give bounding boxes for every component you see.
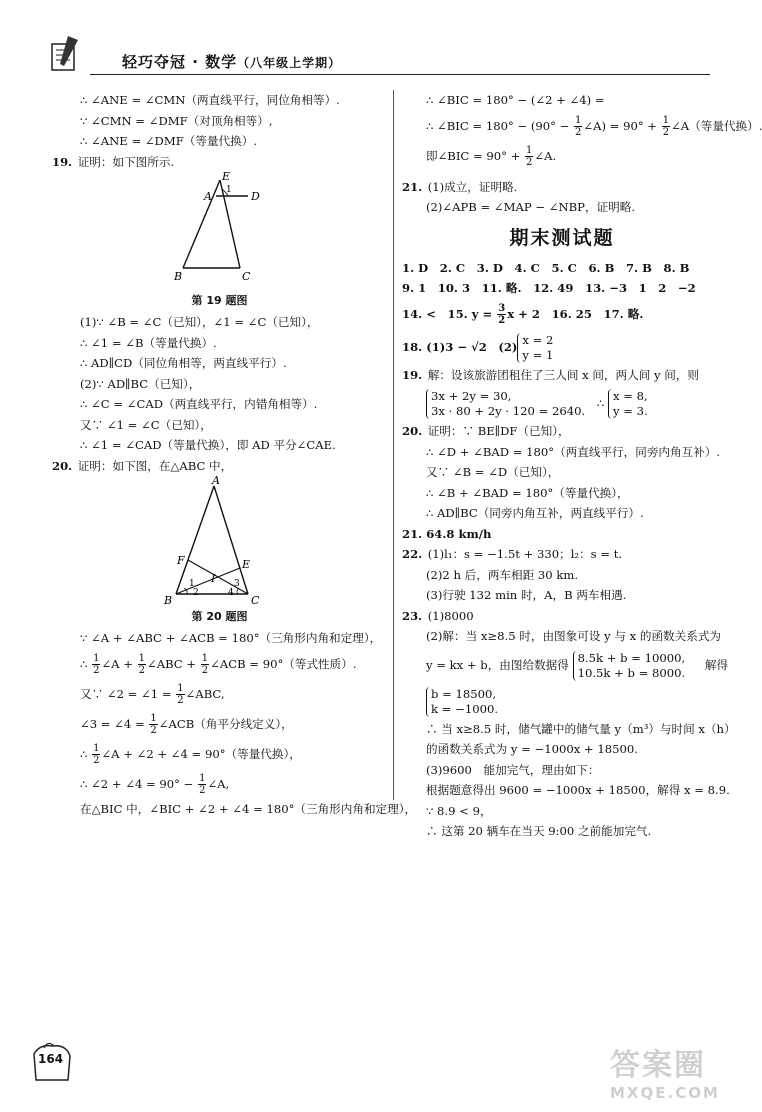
text-line: [402, 111, 762, 141]
question-19-answer: [402, 365, 722, 386]
text-line: [52, 739, 387, 769]
text-fragment: 即∠BIC = 90° +: [426, 148, 524, 163]
denominator: 2: [93, 755, 100, 766]
text-fragment: x + 2 16. 25 17. 略.: [507, 306, 644, 321]
question-20: [52, 456, 387, 477]
text-fragment: ∠ABC,: [185, 686, 225, 701]
page-header: [40, 30, 710, 80]
text-fragment: ∠A +: [101, 656, 137, 671]
fraction: [198, 773, 206, 796]
text-fragment: ∴ ∠2 + ∠4 = 90° −: [80, 776, 198, 791]
text-fragment: ∠ACB = 90°（等式性质）.: [210, 656, 357, 671]
text-fragment: ∠ACB（角平分线定义），: [158, 716, 293, 731]
pencil-book-logo-icon: [48, 34, 82, 74]
question-23-answer: [402, 606, 722, 627]
question-20-answer: [402, 421, 722, 442]
equation-line: [402, 385, 722, 421]
right-column: [402, 90, 762, 842]
text-line: (3)行驶 132 min 时，A，B 两车相遇.: [426, 588, 627, 602]
question-number: 19.: [402, 367, 423, 382]
text-line: [402, 141, 722, 171]
denominator: 2: [575, 127, 582, 138]
text-fragment: ∴ ∠BIC = 180° − (90° −: [426, 118, 573, 133]
question-19: [52, 152, 387, 173]
question-number: 22.: [402, 547, 423, 561]
text-line: [52, 709, 387, 739]
denominator: 2: [177, 695, 184, 706]
watermark-line2: MXQE.COM: [610, 1084, 720, 1102]
figure-20: [52, 476, 387, 606]
figure-caption-20: 第 20 题图: [191, 610, 248, 623]
text-line: ∴ 当 x≥8.5 时，储气罐中的储气量 y（m³）与时间 x（h）: [426, 721, 736, 736]
text-fragment: ∴: [80, 746, 92, 761]
header-title: [122, 51, 341, 72]
numerator: 3: [498, 303, 506, 314]
equation: x = 8,: [612, 389, 648, 403]
text-line: (2)解：当 x≥8.5 时，由图象可设 y 与 x 的函数关系式为: [426, 629, 722, 643]
text-line: ∵ ∠A + ∠ABC + ∠ACB = 180°（三角形内角和定理），: [80, 631, 382, 645]
book-subtitle: （八年级上学期）: [237, 56, 342, 70]
text-line: (3)9600 能加完气，理由如下：: [426, 762, 600, 777]
text-line: 的函数关系式为 y = −1000x + 18500.: [426, 742, 638, 756]
text-fragment: 又∵ ∠2 = ∠1 =: [80, 686, 176, 701]
numerator: 1: [177, 683, 184, 694]
text-line: ∴ ∠ANE = ∠CMN（两直线平行，同位角相等）.: [80, 93, 340, 107]
question-number: 23.: [402, 608, 423, 623]
equation-system: [426, 687, 498, 717]
text-fragment: ∠A) = 90° +: [583, 118, 661, 133]
text-line: ∴ 这第 20 辆车在当天 9:00 之前能加完气.: [426, 824, 652, 838]
equation: 3x + 2y = 30,: [431, 389, 512, 403]
angle-label-1: 1: [189, 579, 195, 589]
denominator: 2: [138, 665, 145, 676]
column-divider: [393, 90, 394, 800]
text-fragment: ∠A（等量代换）.: [671, 118, 762, 133]
text-fragment: y = kx + b，由图给数据得: [426, 657, 569, 672]
answer-line: [402, 329, 722, 365]
equation-line: [402, 647, 729, 683]
text-line: 又∵ ∠B = ∠D（已知），: [426, 465, 560, 479]
numerator: 1: [93, 653, 100, 664]
label-i: I: [211, 572, 216, 585]
text-fragment: 14. < 15. y =: [402, 306, 497, 321]
label-e: E: [222, 170, 231, 183]
equation: 3x · 80 + 2y · 120 = 2640.: [431, 404, 586, 418]
answer-line: 21. 64.8 km/h: [402, 526, 492, 541]
text-fragment: ∠A.: [534, 148, 557, 163]
denominator: 2: [526, 157, 533, 168]
text-fragment: ∠A + ∠2 + ∠4 = 90°（等量代换），: [101, 746, 301, 761]
question-number: 19.: [52, 154, 73, 169]
text-line: 证明：∵ BE∥DF（已知），: [427, 424, 570, 438]
text-line: ∴ ∠1 = ∠B（等量代换）.: [80, 335, 217, 350]
angle-label-2: 2: [193, 588, 199, 598]
text-line: (2)∠APB = ∠MAP − ∠NBP，证明略.: [426, 200, 635, 214]
text-line: 证明：如下图所示.: [77, 154, 175, 169]
numerator: 1: [201, 653, 209, 664]
label-a: A: [212, 474, 220, 487]
fraction: [497, 303, 506, 326]
answer-line: 9. 1 10. 3 11. 略. 12. 49 13. −3 1 2 −2: [402, 281, 696, 295]
equation: k = −1000.: [431, 701, 499, 716]
question-22-answer: [402, 544, 722, 565]
question-21: [402, 177, 722, 198]
denominator: 2: [201, 665, 209, 676]
text-line: [52, 679, 387, 709]
fraction: [92, 743, 100, 766]
denominator: 2: [662, 127, 670, 138]
equation-line: [402, 683, 722, 719]
question-number: 20.: [402, 424, 423, 438]
numerator: 1: [575, 115, 582, 126]
numerator: 1: [526, 145, 533, 156]
denominator: 2: [199, 785, 206, 796]
text-fragment: ∠3 = ∠4 =: [80, 716, 149, 731]
fraction: [176, 683, 184, 706]
label-c: C: [251, 594, 260, 607]
equation-system: [608, 389, 648, 419]
text-fragment: 18. (1)3 − √2 (2): [402, 339, 518, 354]
text-line: 又∵ ∠1 = ∠C（已知），: [80, 417, 212, 432]
equation: y = 1: [522, 347, 554, 362]
fraction: [525, 145, 533, 168]
numerator: 1: [199, 773, 206, 784]
text-fragment: ∠ABC +: [146, 656, 200, 671]
label-b: B: [174, 270, 183, 283]
label-e: E: [242, 558, 251, 571]
equation: y = 3.: [612, 404, 648, 418]
denominator: 2: [150, 725, 157, 736]
fraction: [574, 115, 582, 138]
equation: b = 18500,: [431, 686, 497, 701]
watermark-line1: 答案圈: [610, 1048, 706, 1083]
text-line: [52, 769, 387, 799]
text-line: (2)∵ AD∥BC（已知），: [80, 376, 201, 391]
label-f: F: [177, 554, 185, 567]
angle-label-1: 1: [226, 185, 232, 195]
numerator: 1: [138, 653, 145, 664]
fraction: [662, 115, 670, 138]
text-line: ∵ ∠CMN = ∠DMF（对顶角相等）,: [80, 113, 273, 128]
denominator: 2: [498, 315, 506, 326]
therefore-symbol: ∴: [596, 396, 605, 410]
numerator: 1: [93, 743, 100, 754]
text-line: (1)8000: [427, 608, 474, 623]
header-rule: [90, 74, 710, 75]
text-fragment: ∠A,: [207, 776, 230, 791]
fraction: [149, 713, 157, 736]
fraction: [92, 653, 100, 676]
numerator: 1: [150, 713, 157, 724]
text-line: (1)l₁：s = −1.5t + 330；l₂：s = t.: [427, 547, 623, 561]
text-line: [52, 649, 387, 679]
text-line: (1)成立，证明略.: [427, 179, 518, 194]
equation-system: [573, 651, 686, 681]
label-b: B: [164, 594, 173, 607]
text-line: (1)∵ ∠B = ∠C（已知），∠1 = ∠C（已知），: [80, 315, 319, 329]
angle-label-3: 3: [234, 579, 240, 589]
text-line: ∴ ∠ANE = ∠DMF（等量代换）.: [80, 134, 258, 148]
text-line: 解：设该旅游团租住了三人间 x 间，两人间 y 间，则: [427, 367, 699, 382]
figure-caption-19: 第 19 题图: [191, 294, 248, 307]
triangle-figure-20: [52, 476, 387, 606]
text-line: 证明：如下图，在△ABC 中，: [77, 458, 233, 473]
text-line: ∴ ∠BIC = 180° − (∠2 + ∠4) =: [426, 93, 605, 107]
watermark: [610, 1040, 740, 1105]
equation: x = 2: [522, 332, 554, 347]
text-fragment: ∴: [80, 656, 92, 671]
figure-19: [52, 172, 387, 290]
text-line: ∴ ∠1 = ∠CAD（等量代换），即 AD 平分∠CAE.: [80, 438, 336, 452]
fraction: [138, 653, 146, 676]
equation: 8.5k + b = 10000,: [577, 650, 686, 665]
page-number: 164: [38, 1052, 64, 1066]
label-a: A: [204, 190, 212, 203]
section-title: 期末测试题: [509, 226, 615, 249]
text-line: 在△BIC 中，∠BIC + ∠2 + ∠4 = 180°（三角形内角和定理），: [80, 801, 417, 816]
text-line: ∴ ∠D + ∠BAD = 180°（两直线平行，同旁内角互补）.: [426, 444, 721, 459]
question-number: 20.: [52, 458, 73, 473]
fraction: [201, 653, 209, 676]
answer-line: [402, 299, 722, 329]
text-line: ∴ ∠C = ∠CAD（两直线平行，内错角相等）.: [80, 397, 318, 411]
text-line: ∴ ∠B + ∠BAD = 180°（等量代换），: [426, 485, 629, 500]
equation-system: [426, 389, 585, 419]
equation-system: [517, 333, 553, 363]
text-line: ∴ AD∥CD（同位角相等，两直线平行）.: [80, 356, 287, 370]
equation: 10.5k + b = 8000.: [577, 665, 686, 680]
text-line: ∴ AD∥BC（同旁内角互补，两直线平行）.: [426, 506, 644, 520]
triangle-figure-19: [52, 172, 387, 290]
text-fragment: 解得: [704, 657, 729, 672]
angle-label-4: 4: [228, 588, 234, 598]
question-number: 21.: [402, 179, 423, 194]
text-line: ∵ 8.9 < 9，: [426, 803, 492, 818]
book-title: 轻巧夺冠 · 数学: [122, 53, 238, 71]
label-c: C: [242, 270, 251, 283]
numerator: 1: [662, 115, 670, 126]
text-line: 根据题意得出 9600 = −1000x + 18500，解得 x = 8.9.: [426, 783, 730, 797]
page-number-badge: [30, 1040, 74, 1084]
answer-line: 1. D 2. C 3. D 4. C 5. C 6. B 7. B 8. B: [402, 260, 690, 275]
text-line: (2)2 h 后，两车相距 30 km.: [426, 567, 579, 582]
label-d: D: [251, 190, 260, 203]
denominator: 2: [93, 665, 100, 676]
